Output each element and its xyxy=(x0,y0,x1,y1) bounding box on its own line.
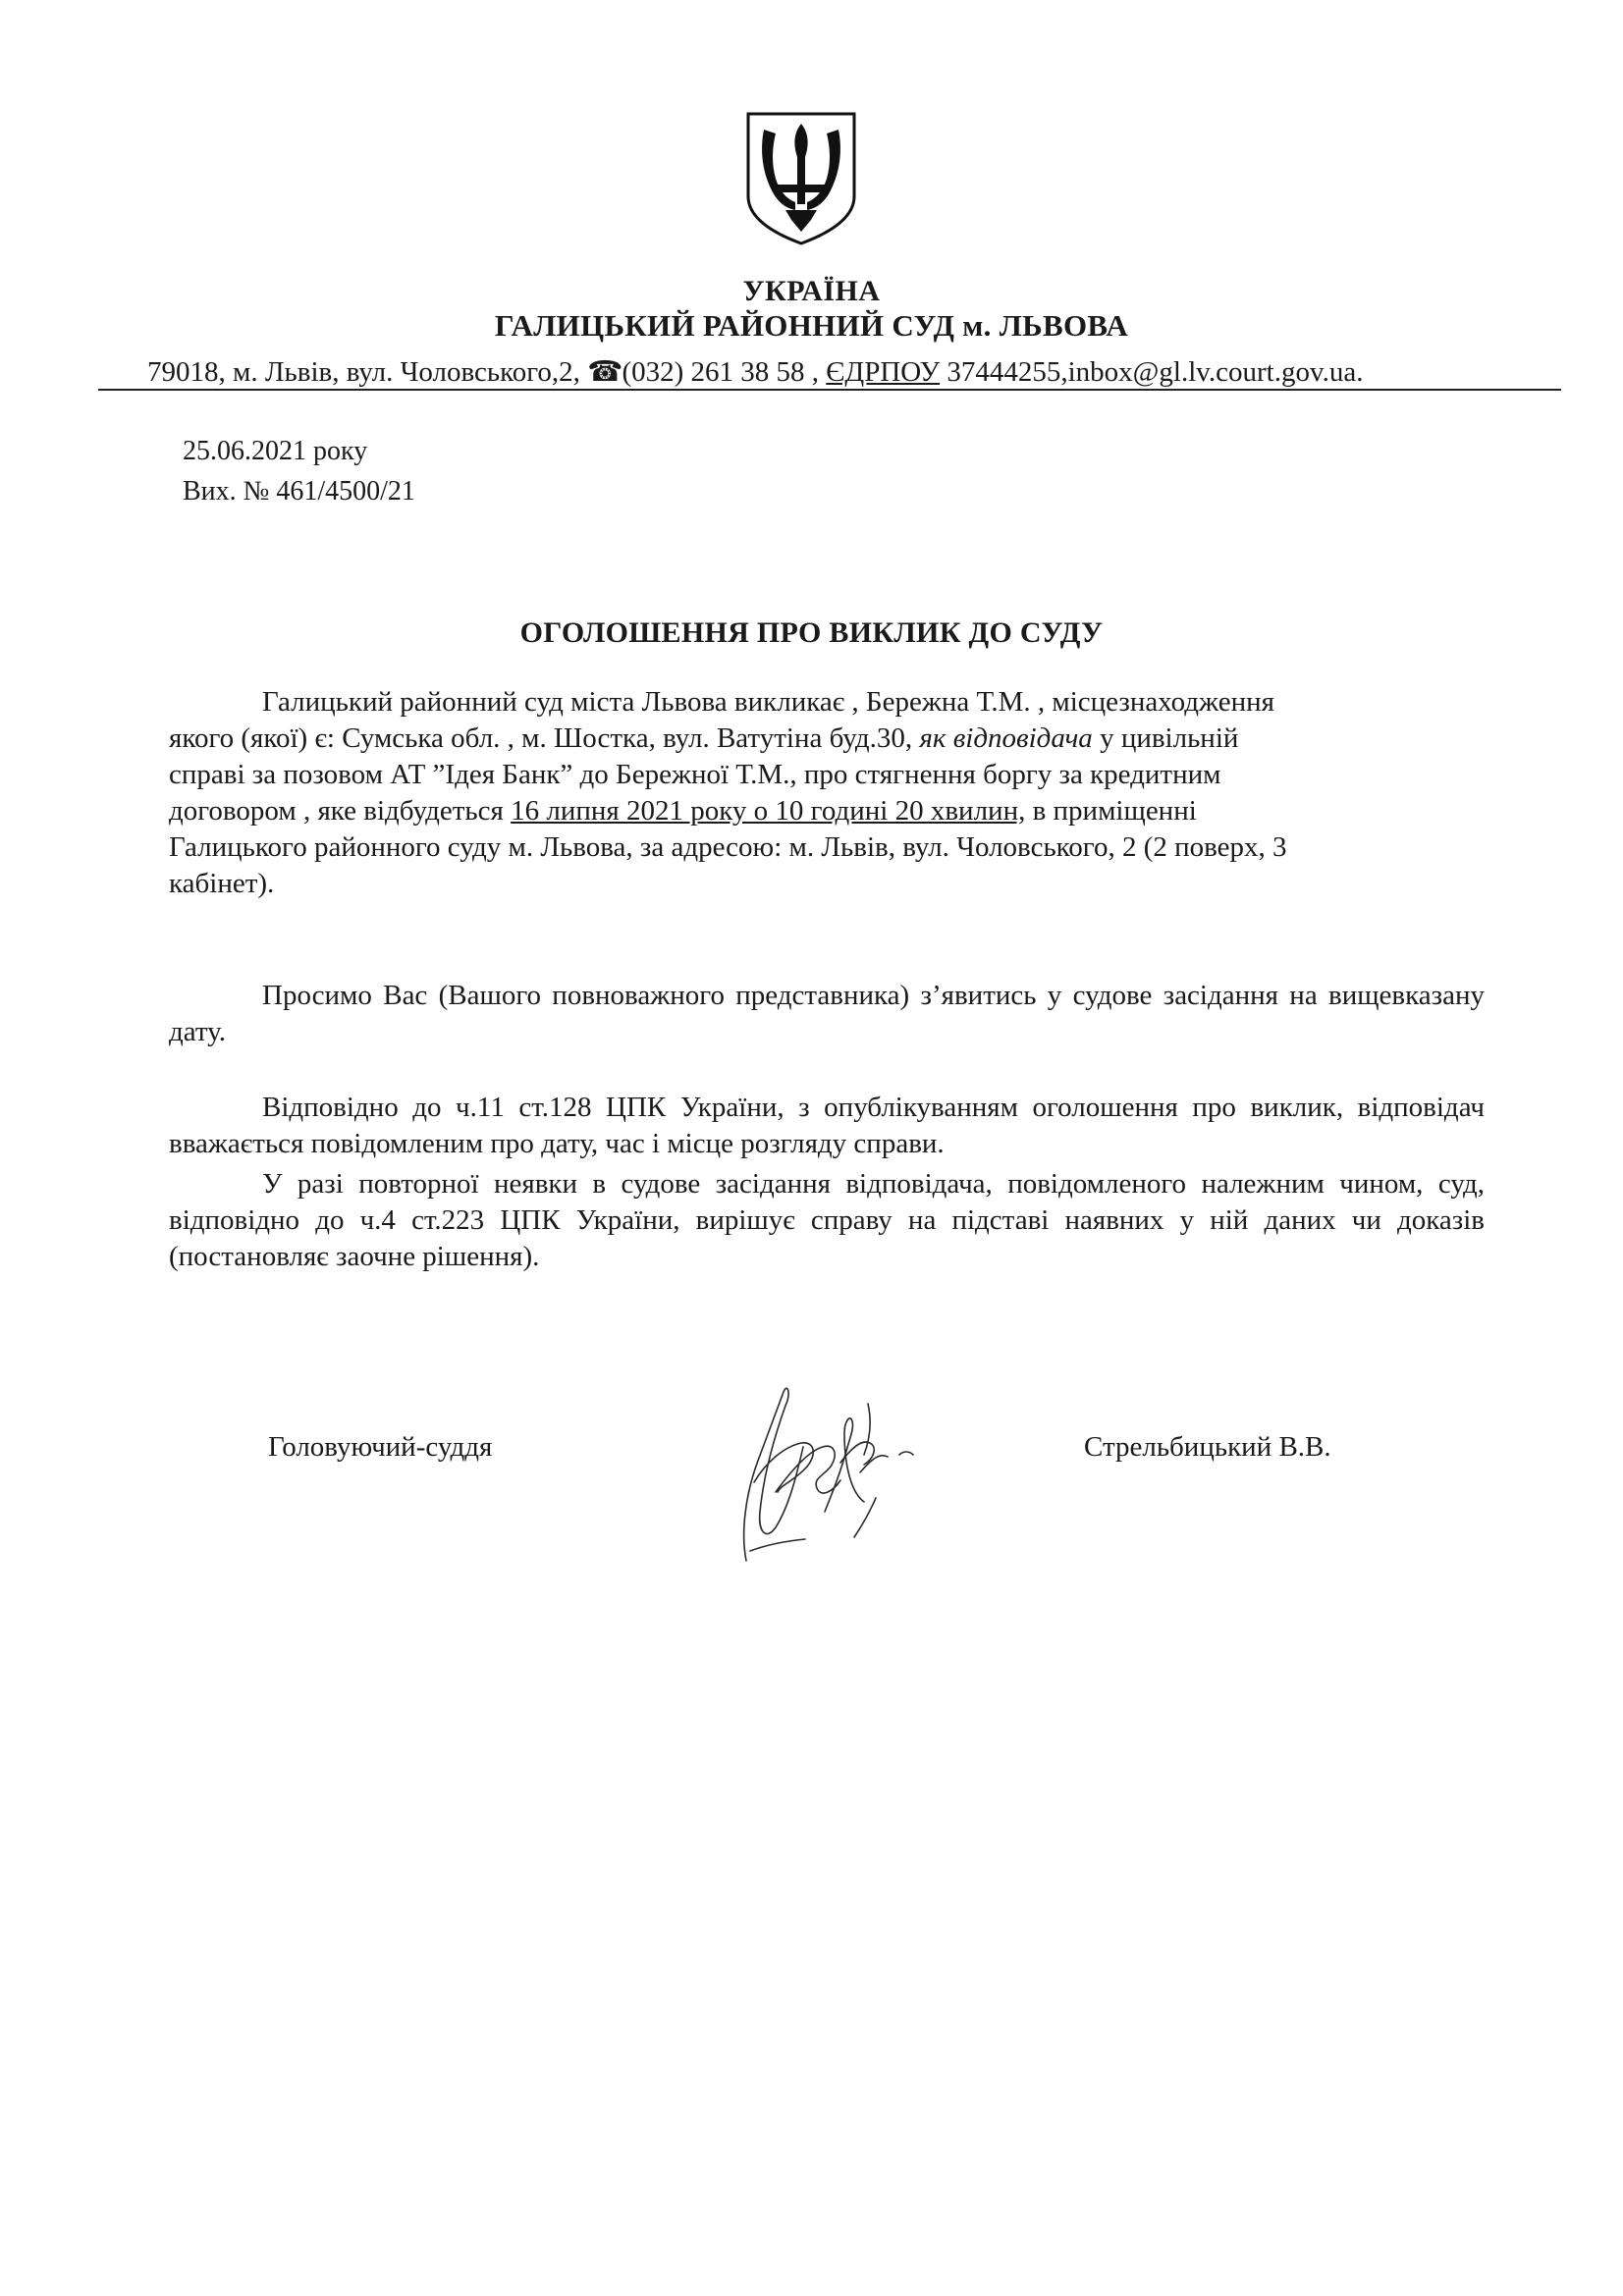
summons-line-3: справі за позовом АТ ”Ідея Банк” до Бережної Т.М., про стягнення боргу за кредитним xyxy=(169,759,1221,790)
summons-line-2 xyxy=(169,721,1485,757)
court-phone: (032) 261 38 58 , xyxy=(622,356,820,388)
judge-name: Стрельбицький В.В. xyxy=(1084,1431,1331,1463)
telephone-icon: ☎ xyxy=(587,356,623,388)
country-heading: УКРАЇНА xyxy=(742,275,881,307)
summons-paragraph xyxy=(169,684,1485,902)
document-date: 25.06.2021 року xyxy=(183,436,368,466)
default-judgment-paragraph: У разі повторної неявки в судове засідання відповідача, повідомленого належним чином, суд, відповідно до ч.4 ст.223 ЦПК України, вирішує справу на підставі наявних у ній даних чи доказів (постановляє заочне рішення). xyxy=(169,1168,1485,1272)
handwritten-signature xyxy=(707,1345,933,1571)
summons-line-1: Галицький районний суд міста Львова викликає , Бережна Т.М. , місцезнаходження xyxy=(262,686,1274,718)
document-title: ОГОЛОШЕННЯ ПРО ВИКЛИК ДО СУДУ xyxy=(519,616,1104,649)
edrpou-label: ЄДРПОУ xyxy=(826,356,941,388)
request-paragraph: Просимо Вас (Вашого повноважного представника) з’явитись у судове засідання на вищевказану дату. xyxy=(169,980,1485,1047)
summons-line-4-text: договором , яке відбудеться xyxy=(169,795,512,827)
letterhead-divider xyxy=(98,389,1561,391)
summons-line-2-text: якого (якої) є: Сумська обл. , м. Шостка, вул. Ватутіна буд.30, xyxy=(169,722,920,754)
summons-line-4-tail: в приміщенні xyxy=(1025,795,1197,827)
summons-line-2-tail: у цивільній xyxy=(1092,722,1239,754)
outgoing-number: Вих. № 461/4500/21 xyxy=(183,476,415,507)
summons-line-6: кабінет). xyxy=(169,868,275,899)
summons-line-5: Галицького районного суду м. Львова, за адресою: м. Львів, вул. Чоловського, 2 (2 поверх, 3 xyxy=(169,831,1287,863)
court-address: 79018, м. Львів, вул. Чоловського,2, xyxy=(147,356,580,388)
legal-basis-paragraph: Відповідно до ч.11 ст.128 ЦПК України, з опублікуванням оголошення про виклик, відповідач вважається повідомленим про дату, час і місце розгляду справи. xyxy=(169,1092,1485,1159)
edrpou-and-email: 37444255,inbox@gl.lv.court.gov.ua. xyxy=(947,356,1364,388)
defendant-role-italic: як відповідача xyxy=(919,722,1093,754)
coat-of-arms-svg xyxy=(742,110,860,247)
court-contacts xyxy=(147,354,1522,389)
trident-icon xyxy=(742,110,860,247)
judge-role: Головуючий-суддя xyxy=(268,1431,493,1463)
summons-line-4 xyxy=(169,793,1485,829)
hearing-datetime: 16 липня 2021 року о 10 годині 20 хвилин, xyxy=(511,795,1026,827)
court-name-heading: ГАЛИЦЬКИЙ РАЙОННИЙ СУД м. ЛЬВОВА xyxy=(494,308,1129,343)
signature-svg xyxy=(707,1345,933,1571)
